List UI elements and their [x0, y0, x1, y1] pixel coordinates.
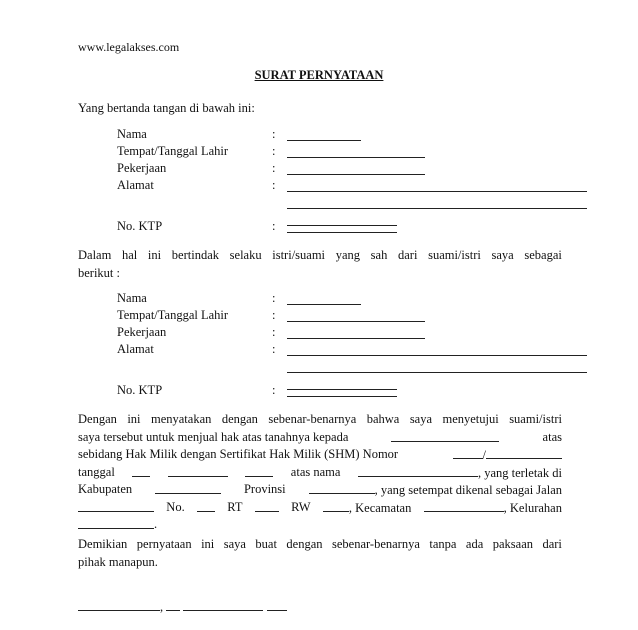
paragraph-word: saya [409, 412, 433, 426]
paragraph-word: sebagai [524, 248, 562, 262]
paragraph-text: tanggal [78, 464, 115, 479]
paragraph-text: / [482, 448, 486, 462]
paragraph-word: dengan [286, 537, 323, 551]
owner-name-blank [358, 464, 562, 482]
paragraph-word: saya [223, 537, 246, 551]
blank-line[interactable] [287, 396, 397, 397]
shm-number-blanks [453, 446, 562, 464]
field-colon: : [272, 308, 276, 322]
field-ktp [117, 219, 597, 235]
paragraph-text: RT [227, 499, 243, 514]
field-label: Tempat/Tanggal Lahir [117, 144, 229, 158]
intro-text: Yang bertanda tangan di bawah ini: [78, 101, 255, 115]
field-label: Alamat [117, 342, 154, 356]
paragraph-word: menyetujui [442, 412, 499, 426]
blank-line[interactable] [287, 321, 425, 322]
blank-line[interactable] [78, 499, 154, 512]
paragraph-text: . [154, 517, 158, 531]
paragraph-word: dari [397, 248, 418, 262]
paragraph-line [78, 536, 562, 554]
paragraph-word: ini [147, 248, 162, 262]
paragraph-word: saya [491, 248, 514, 262]
paragraph-line [78, 247, 562, 265]
place-date-line [78, 598, 287, 615]
paragraph-text: pihak manapun. [78, 554, 158, 569]
blank-line[interactable] [287, 191, 587, 192]
blank-line[interactable] [309, 481, 375, 494]
field-label: Nama [117, 127, 147, 141]
paragraph-text: Provinsi [243, 482, 286, 496]
paragraph-line [78, 429, 562, 447]
paragraph-text: , Kecamatan [348, 500, 412, 515]
paragraph-word: yang [335, 248, 360, 262]
closing-paragraph [78, 536, 562, 571]
paragraph-word: suami/istri [428, 248, 481, 262]
blank-line[interactable] [287, 140, 361, 141]
paragraph-word: ini [127, 412, 141, 426]
blank-line[interactable] [287, 304, 361, 305]
field-ktp [117, 383, 597, 399]
paragraph-word: ini [201, 537, 215, 551]
paragraph-word: menyatakan [150, 412, 212, 426]
paragraph-word: selaku [229, 248, 262, 262]
field-label: Alamat [117, 178, 154, 192]
field-colon: : [272, 291, 276, 305]
paragraph-word: sebenar-benarnya [268, 412, 357, 426]
paragraph-text: berikut : [78, 265, 121, 280]
field-ttl [117, 144, 597, 160]
field-colon: : [272, 161, 276, 175]
field-label: Pekerjaan [117, 161, 167, 175]
paragraph-word: bahwa [366, 412, 400, 426]
blank-line[interactable] [255, 499, 279, 512]
paragraph-word: Dengan [78, 412, 117, 426]
blank-line[interactable] [183, 598, 263, 611]
paragraph-text: , Kelurahan [503, 500, 562, 515]
paragraph-word: paksaan [492, 537, 533, 551]
field-pekerjaan [117, 325, 597, 341]
blank-line[interactable] [453, 446, 483, 459]
blank-line[interactable] [486, 446, 562, 459]
paragraph-word: tanpa [429, 537, 457, 551]
paragraph-text: , yang terletak di [477, 465, 562, 480]
paragraph-word: sah [370, 248, 388, 262]
paragraph-text: sebidang Hak Milik dengan Sertifikat Hak Milik (SHM) Nomor [78, 447, 399, 461]
field-label: Tempat/Tanggal Lahir [117, 308, 229, 322]
field-nama [117, 127, 597, 143]
paragraph-line [78, 464, 562, 482]
rw-blank [323, 499, 411, 517]
blank-line[interactable] [168, 464, 228, 477]
statement-paragraph [78, 411, 562, 534]
paragraph-word: bertindak [171, 248, 219, 262]
blank-line[interactable] [245, 464, 273, 477]
paragraph-text: saya tersebut untuk menjual hak atas tanahnya kepada [78, 429, 349, 444]
paragraph-word: buat [255, 537, 277, 551]
field-colon: : [272, 383, 276, 397]
field-label: No. KTP [117, 383, 163, 397]
field-nama [117, 291, 597, 307]
paragraph-text: Kabupaten [78, 482, 133, 496]
paragraph-text: No. [166, 499, 185, 514]
field-pekerjaan [117, 161, 597, 177]
blank-line[interactable] [155, 481, 221, 494]
paragraph-line [78, 446, 562, 464]
paragraph-word: istri/suami [272, 248, 326, 262]
paragraph-text: atas nama [290, 464, 341, 479]
separator: , [160, 600, 164, 614]
document-title: SURAT PERNYATAAN [254, 68, 384, 82]
blank-line[interactable] [166, 598, 180, 611]
paragraph-word: suami/istri [509, 412, 562, 426]
paragraph-word: dari [542, 537, 562, 551]
blank-line[interactable] [287, 372, 587, 373]
field-colon: : [272, 342, 276, 356]
paragraph-line [78, 265, 562, 283]
field-colon: : [272, 219, 276, 233]
field-ttl [117, 308, 597, 324]
blank-line[interactable] [358, 464, 478, 477]
field-label: No. KTP [117, 219, 163, 233]
paragraph-text: RW [291, 499, 311, 514]
blank-line[interactable] [78, 598, 160, 611]
blank-line[interactable] [424, 499, 504, 512]
paragraph-text: , yang setempat dikenal sebagai Jalan [374, 483, 562, 497]
province-blank [309, 481, 562, 499]
blank-line[interactable] [287, 208, 587, 209]
field-label: Nama [117, 291, 147, 305]
paragraph-text: atas [542, 429, 562, 444]
kecamatan-blank [424, 499, 562, 517]
paragraph-word: Demikian [78, 537, 128, 551]
paragraph-line [78, 481, 562, 499]
blank-line[interactable] [287, 355, 587, 356]
blank-line[interactable] [78, 516, 154, 529]
blank-line[interactable] [267, 598, 287, 611]
field-label: Pekerjaan [117, 325, 167, 339]
blank-line[interactable] [391, 429, 499, 442]
paragraph-line [78, 411, 562, 429]
blank-line[interactable] [287, 174, 425, 175]
paragraph-line [78, 499, 562, 517]
blank-line[interactable] [132, 464, 150, 477]
field-colon: : [272, 325, 276, 339]
field-colon: : [272, 178, 276, 192]
field-colon: : [272, 144, 276, 158]
website-url: www.legalakses.com [78, 40, 180, 54]
blank-line[interactable] [287, 338, 425, 339]
field-colon: : [272, 127, 276, 141]
paragraph-line [78, 554, 562, 572]
paragraph-line [78, 516, 562, 534]
blank-line[interactable] [287, 232, 397, 233]
paragraph-word: Dalam [78, 248, 112, 262]
paragraph-word: pernyataan [136, 537, 192, 551]
paragraph-word: hal [121, 248, 138, 262]
middle-paragraph [78, 247, 562, 282]
paragraph-word: ada [465, 537, 484, 551]
paragraph-word: sebenar-benarnya [332, 537, 420, 551]
blank-line[interactable] [287, 157, 425, 158]
blank-line[interactable] [323, 499, 349, 512]
paragraph-word: dengan [221, 412, 258, 426]
blank-line[interactable] [197, 499, 215, 512]
